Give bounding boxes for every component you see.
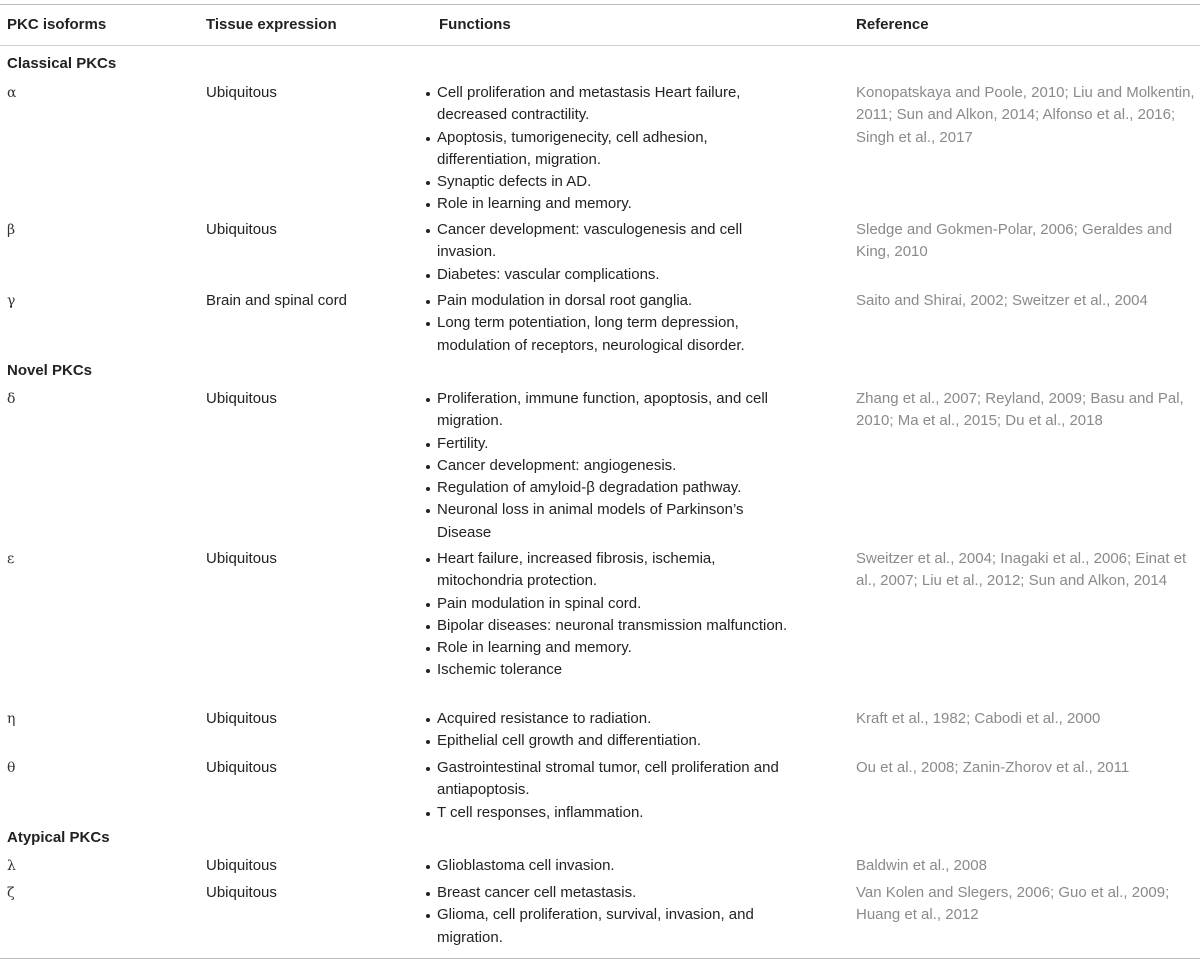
isoform-cell: ε	[7, 551, 15, 567]
functions-list	[425, 548, 795, 682]
isoform-cell: δ	[7, 391, 16, 407]
isoform-cell: θ	[7, 760, 16, 776]
tissue-cell: Ubiquitous	[206, 710, 277, 727]
reference-cell: Sweitzer et al., 2004; Inagaki et al., 2006; Einat et al., 2007; Liu et al., 2012; Sun and Alkon, 2014	[856, 550, 1187, 590]
function-item: Glioma, cell proliferation, survival, invasion, and migration.	[425, 904, 795, 949]
function-item: Neuronal loss in animal models of Parkinson’s Disease	[425, 499, 795, 544]
function-item: T cell responses, inflammation.	[425, 802, 795, 824]
function-item: Breast cancer cell metastasis.	[425, 882, 795, 904]
tissue-cell: Ubiquitous	[206, 884, 277, 901]
group-label-novel: Novel PKCs	[7, 362, 93, 379]
functions-list	[425, 388, 795, 544]
function-item: Heart failure, increased fibrosis, ischemia, mitochondria protection.	[425, 548, 795, 593]
function-item: Cancer development: vasculogenesis and cell invasion.	[425, 219, 795, 264]
function-item: Role in learning and memory.	[425, 637, 795, 659]
function-item: Proliferation, immune function, apoptosis, and cell migration.	[425, 388, 795, 433]
function-item: Cell proliferation and metastasis Heart failure, decreased contractility.	[425, 82, 795, 127]
function-item: Cancer development: angiogenesis.	[425, 455, 795, 477]
isoform-cell: ζ	[7, 885, 15, 901]
reference-cell: Van Kolen and Slegers, 2006; Guo et al., 2009; Huang et al., 2012	[856, 884, 1170, 924]
reference-cell: Kraft et al., 1982; Cabodi et al., 2000	[856, 710, 1101, 727]
function-item: Role in learning and memory.	[425, 193, 795, 215]
isoform-cell: α	[7, 85, 17, 101]
header-functions: Functions	[439, 16, 511, 33]
tissue-cell: Ubiquitous	[206, 390, 277, 407]
functions-list	[425, 882, 795, 949]
table-top-rule	[0, 4, 1200, 5]
tissue-cell: Ubiquitous	[206, 221, 277, 238]
reference-cell: Zhang et al., 2007; Reyland, 2009; Basu and Pal, 2010; Ma et al., 2015; Du et al., 2018	[856, 390, 1184, 430]
table-header-rule	[0, 45, 1200, 46]
tissue-cell: Ubiquitous	[206, 84, 277, 101]
functions-list	[425, 82, 795, 216]
function-item: Pain modulation in dorsal root ganglia.	[425, 290, 795, 312]
function-item: Ischemic tolerance	[425, 659, 795, 681]
tissue-cell: Ubiquitous	[206, 857, 277, 874]
isoform-cell: λ	[7, 858, 16, 874]
group-label-classical: Classical PKCs	[7, 55, 117, 72]
group-label-atypical: Atypical PKCs	[7, 829, 110, 846]
tissue-cell: Brain and spinal cord	[206, 292, 347, 309]
tissue-cell: Ubiquitous	[206, 550, 277, 567]
function-item: Gastrointestinal stromal tumor, cell proliferation and antiapoptosis.	[425, 757, 795, 802]
functions-list	[425, 708, 795, 753]
function-item: Acquired resistance to radiation.	[425, 708, 795, 730]
functions-list	[425, 219, 795, 286]
isoform-cell: γ	[7, 293, 16, 309]
tissue-cell: Ubiquitous	[206, 759, 277, 776]
reference-cell: Ou et al., 2008; Zanin-Zhorov et al., 2011	[856, 759, 1130, 776]
function-item: Long term potentiation, long term depression, modulation of receptors, neurological disorder.	[425, 312, 795, 357]
function-item: Bipolar diseases: neuronal transmission malfunction.	[425, 615, 795, 637]
function-item: Apoptosis, tumorigenecity, cell adhesion, differentiation, migration.	[425, 127, 795, 172]
isoform-cell: β	[7, 222, 16, 238]
function-item: Diabetes: vascular complications.	[425, 264, 795, 286]
function-item: Fertility.	[425, 433, 795, 455]
reference-cell: Konopatskaya and Poole, 2010; Liu and Molkentin, 2011; Sun and Alkon, 2014; Alfonso et al., 2016; Singh et al., 2017	[856, 84, 1195, 146]
isoform-cell: η	[7, 711, 16, 727]
function-item: Epithelial cell growth and differentiation.	[425, 730, 795, 752]
function-item: Glioblastoma cell invasion.	[425, 855, 795, 877]
reference-cell: Baldwin et al., 2008	[856, 857, 987, 874]
functions-list	[425, 290, 795, 357]
reference-cell: Saito and Shirai, 2002; Sweitzer et al., 2004	[856, 292, 1148, 309]
reference-cell: Sledge and Gokmen-Polar, 2006; Geraldes and King, 2010	[856, 221, 1173, 261]
table-header-row	[0, 16, 1200, 38]
function-item: Synaptic defects in AD.	[425, 171, 795, 193]
function-item: Regulation of amyloid-β degradation pathway.	[425, 477, 795, 499]
header-tissue-expression: Tissue expression	[206, 16, 337, 33]
header-pkc-isoforms: PKC isoforms	[7, 16, 107, 33]
functions-list	[425, 757, 795, 824]
table-bottom-rule	[0, 958, 1200, 959]
header-reference: Reference	[856, 16, 929, 33]
functions-list	[425, 855, 795, 877]
function-item: Pain modulation in spinal cord.	[425, 593, 795, 615]
